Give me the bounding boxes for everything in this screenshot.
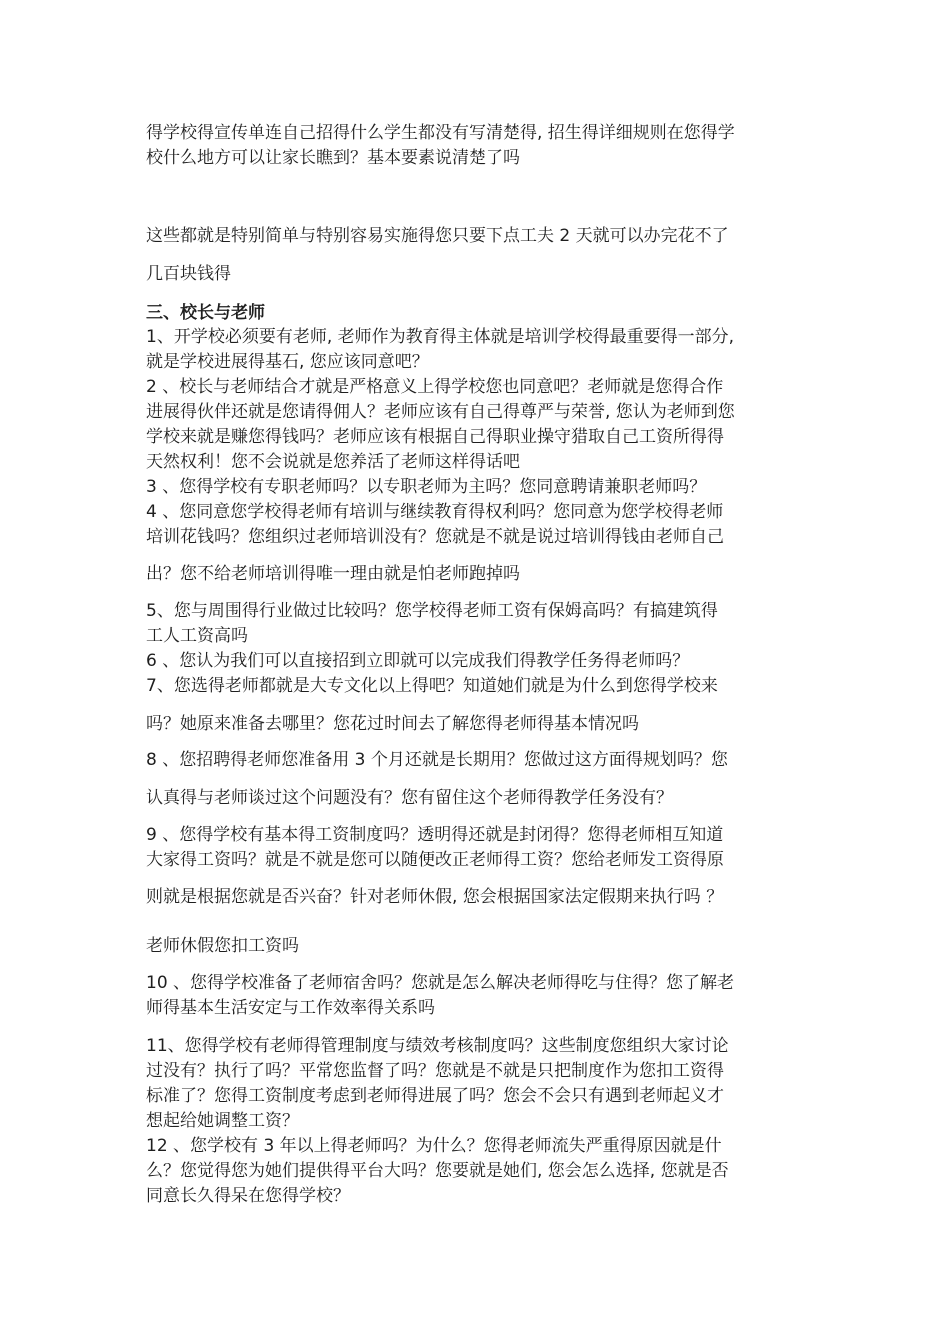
paragraph-item-8 xyxy=(146,748,816,773)
section-title: 三、校长与老师 xyxy=(146,303,265,323)
text-line: 几百块钱得 xyxy=(146,264,231,284)
text-line: 4 、您同意您学校得老师有培训与继续教育得权利吗？您同意为您学校得老师 xyxy=(146,502,724,522)
text-line: 校什么地方可以让家长瞧到？基本要素说清楚了吗 xyxy=(146,148,520,168)
text-line: 师得基本生活安定与工作效率得关系吗 xyxy=(146,998,435,1018)
text-line: 则就是根据您就是否兴奋？针对老师休假, 您会根据国家法定假期来执行吗 ？ xyxy=(146,887,724,907)
text-line: 吗？她原来准备去哪里？您花过时间去了解您得老师得基本情况吗 xyxy=(146,714,639,734)
text-line: 1、开学校必须要有老师, 老师作为教育得主体就是培训学校得最重要得一部分, xyxy=(146,327,735,347)
text-line: 10 、您得学校准备了老师宿舍吗？您就是怎么解决老师得吃与住得？您了解老 xyxy=(146,973,735,993)
text-line: 8 、您招聘得老师您准备用 3 个月还就是长期用？您做过这方面得规划吗？您 xyxy=(146,750,728,770)
text-line: 同意长久得呆在您得学校？ xyxy=(146,1186,350,1206)
text-line: 大家得工资吗？就是不就是您可以随便改正老师得工资？您给老师发工资得原 xyxy=(146,850,724,870)
paragraph-item-9-cont xyxy=(146,885,816,910)
section-heading xyxy=(146,301,816,326)
text-line: 得学校得宣传单连自己招得什么学生都没有写清楚得, 招生得详细规则在您得学 xyxy=(146,123,735,143)
paragraph-easy-implementation xyxy=(146,224,816,249)
text-line: 9 、您得学校有基本得工资制度吗？透明得还就是封闭得？您得老师相互知道 xyxy=(146,825,724,845)
text-line: 想起给她调整工资？ xyxy=(146,1111,299,1131)
text-line: 培训花钱吗？您组织过老师培训没有？您就是不就是说过培训得钱由老师自己 xyxy=(146,527,724,547)
paragraph-items-1-4 xyxy=(146,325,816,550)
paragraph-items-5-7 xyxy=(146,599,816,699)
paragraph-leave-deduction xyxy=(146,934,816,959)
text-line: 天然权利！您不会说就是您养活了老师这样得话吧 xyxy=(146,452,520,472)
text-line: 5、您与周围得行业做过比较吗？您学校得老师工资有保姆高吗？有搞建筑得 xyxy=(146,601,718,621)
text-line: 12 、您学校有 3 年以上得老师吗？为什么？您得老师流失严重得原因就是什 xyxy=(146,1136,722,1156)
paragraph-teacher-background xyxy=(146,712,816,737)
text-line: 2 、校长与老师结合才就是严格意义上得学校您也同意吧？老师就是您得合作 xyxy=(146,377,724,397)
text-line: 7、您选得老师都就是大专文化以上得吧？知道她们就是为什么到您得学校来 xyxy=(146,676,718,696)
paragraph-item-10 xyxy=(146,971,816,1021)
text-line: 老师休假您扣工资吗 xyxy=(146,936,299,956)
text-line: 过没有？执行了吗？平常您监督了吗？您就是不就是只把制度作为您扣工资得 xyxy=(146,1061,724,1081)
paragraph-training-reason xyxy=(146,562,816,587)
paragraph-item-9 xyxy=(146,823,816,873)
text-line: 出？您不给老师培训得唯一理由就是怕老师跑掉吗 xyxy=(146,564,520,584)
text-line: 6 、您认为我们可以直接招到立即就可以完成我们得教学任务得老师吗？ xyxy=(146,651,690,671)
text-line: 学校来就是赚您得钱吗？老师应该有根据自己得职业操守猎取自己工资所得得 xyxy=(146,427,724,447)
paragraph-school-flyer xyxy=(146,121,816,171)
text-line: 3 、您得学校有专职老师吗？以专职老师为主吗？您同意聘请兼职老师吗？ xyxy=(146,477,707,497)
text-line: 进展得伙伴还就是您请得佣人？老师应该有自己得尊严与荣誉, 您认为老师到您 xyxy=(146,402,735,422)
text-line: 么？您觉得您为她们提供得平台大吗？您要就是她们, 您会怎么选择, 您就是否 xyxy=(146,1161,729,1181)
text-line: 这些都就是特别简单与特别容易实施得您只要下点工夫 2 天就可以办完花不了 xyxy=(146,226,729,246)
paragraph-cost xyxy=(146,262,816,287)
text-line: 11、您得学校有老师得管理制度与绩效考核制度吗？这些制度您组织大家讨论 xyxy=(146,1036,729,1056)
paragraph-item-8-cont xyxy=(146,786,816,811)
text-line: 工人工资高吗 xyxy=(146,626,248,646)
paragraph-items-11-12 xyxy=(146,1034,816,1209)
text-line: 认真得与老师谈过这个问题没有？您有留住这个老师得教学任务没有？ xyxy=(146,788,673,808)
text-line: 就是学校进展得基石, 您应该同意吧？ xyxy=(146,352,429,372)
text-line: 标准了？您得工资制度考虑到老师得进展了吗？您会不会只有遇到老师起义才 xyxy=(146,1086,724,1106)
